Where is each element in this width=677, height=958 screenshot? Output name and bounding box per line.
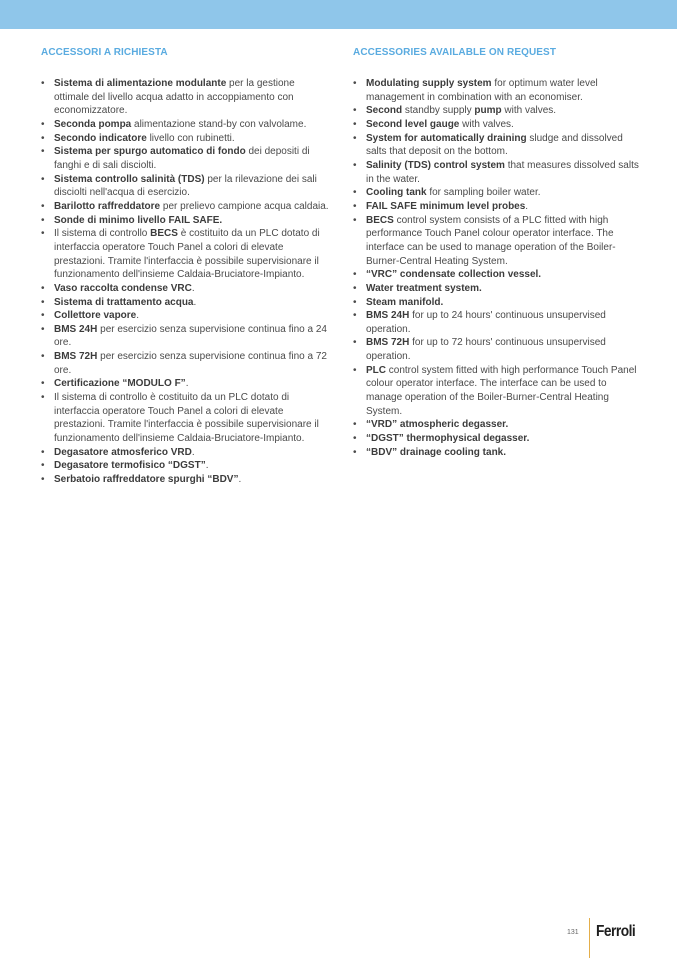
item-text: per esercizio senza supervisione continua fino a 24 ore.: [54, 323, 327, 349]
list-item: [353, 336, 643, 363]
item-text: standby supply: [402, 105, 475, 117]
bold-text: “DGST” thermophysical degasser.: [366, 433, 530, 445]
page-number: 131: [567, 929, 579, 936]
bold-text: Collettore vapore: [54, 310, 137, 322]
italian-column: [41, 46, 329, 487]
item-text: for optimum water level management in combination with an economiser.: [366, 78, 598, 103]
list-item: [353, 214, 643, 269]
item-text: livello con rubinetti.: [146, 132, 235, 144]
list-item: [353, 77, 643, 104]
list-item: [41, 459, 329, 473]
list-item: [41, 309, 329, 323]
item-text: for sampling boiler water.: [426, 187, 541, 199]
bold-text: Second: [366, 105, 403, 117]
list-item: [41, 473, 329, 487]
item-text: control system fitted with high performance Touch Panel colour operator interface. The interface can be used to manage operation of the Boiler-Burner-Central Heating System.: [366, 364, 637, 417]
list-item: [41, 132, 329, 146]
item-text: for up to 24 hours' continuous unsupervised operation.: [366, 310, 606, 335]
bold-text: BMS 24H: [366, 310, 410, 322]
bold-text: BMS 24H: [54, 323, 98, 335]
item-text: with valves.: [501, 105, 557, 117]
bold-text: Water treatment system.: [366, 282, 482, 294]
item-text: per prelievo campione acqua caldaia.: [160, 200, 329, 212]
bold-text: Sonde di minimo livello FAIL SAFE.: [54, 214, 223, 226]
bold-text: PLC: [366, 364, 386, 376]
bold-text: “BDV” drainage cooling tank.: [366, 446, 507, 458]
list-item: [353, 309, 643, 336]
list-item: [41, 296, 329, 310]
list-item: [41, 200, 329, 214]
item-text: .: [193, 296, 197, 308]
item-text: .: [205, 460, 209, 472]
item-text: per la rilevazione dei sali disciolti nell'acqua di esercizio.: [54, 173, 317, 199]
list-item: [41, 118, 329, 132]
ferroli-logo: Ferroli: [596, 923, 636, 940]
item-text: alimentazione stand-by con valvolame.: [131, 118, 307, 130]
bold-text: Second level gauge: [366, 118, 460, 130]
item-text: that measures dissolved salts in the water.: [366, 159, 639, 185]
bold-text: BECS: [366, 214, 394, 226]
item-text: .: [525, 200, 529, 212]
list-item: [353, 446, 643, 460]
list-item: [353, 118, 643, 132]
bold-text: Sistema controllo salinità (TDS): [54, 173, 205, 185]
list-item: [41, 282, 329, 296]
english-column: [353, 46, 643, 459]
footer-divider: [589, 918, 590, 958]
item-text: .: [191, 282, 195, 294]
item-text: è costituito da un PLC dotato di interfaccia operatore Touch Panel a colori di elevate prestazioni. Tramite l'interfaccia è possibile supervisionare il funzionamento dell'insieme Caldaia-Bruciatore-Impianto.: [54, 228, 320, 281]
bold-text: Salinity (TDS) control system: [366, 159, 505, 171]
item-text: .: [238, 474, 242, 486]
bold-text: Serbatoio raffreddatore spurghi “BDV”: [54, 474, 239, 486]
bold-text: Secondo indicatore: [54, 132, 147, 144]
item-text: per la gestione ottimale del livello acqua adatto in accoppiamento con economizzatore.: [54, 78, 295, 117]
list-item: [41, 145, 329, 172]
item-text: .: [185, 378, 189, 390]
header-band: [0, 0, 677, 29]
bold-text: Sistema per spurgo automatico di fondo: [54, 146, 246, 158]
bold-text: BMS 72H: [54, 351, 98, 363]
list-item: [353, 282, 643, 296]
bold-text: “VRD” atmospheric degasser.: [366, 419, 509, 431]
item-text: .: [136, 310, 140, 322]
list-item: [353, 132, 643, 159]
bold-text: Seconda pompa: [54, 118, 132, 130]
list-item: [353, 186, 643, 200]
bold-text: Vaso raccolta condense VRC: [54, 282, 192, 294]
list-item: [41, 214, 329, 228]
list-item: [353, 268, 643, 282]
list-item: [353, 364, 643, 419]
bold-text: Cooling tank: [366, 187, 427, 199]
list-item: [353, 159, 643, 186]
english-accessory-list: [353, 77, 643, 459]
italian-accessory-list: [41, 77, 329, 487]
item-text: sludge and dissolved salts that deposit on the bottom.: [366, 132, 623, 158]
list-item: [41, 391, 329, 446]
item-text: Il sistema di controllo è costituito da un PLC dotato di interfaccia operatore Touch Panel a colori di elevate prestazioni. Tramite l'interfaccia è possibile supervisionare il funzionamento dell'insieme Caldaia-Bruciatore-Impianto.: [54, 392, 319, 445]
item-text: .: [191, 446, 195, 458]
italian-heading: ACCESSORI A RICHIESTA: [41, 47, 168, 58]
list-item: [353, 296, 643, 310]
list-item: [41, 350, 329, 377]
bold-text: Degasatore termofisico “DGST”: [54, 460, 206, 472]
bold-text: Barilotto raffreddatore: [54, 200, 161, 212]
list-item: [41, 173, 329, 200]
item-text: per esercizio senza supervisione continua fino a 72 ore.: [54, 351, 327, 376]
bold-text: Sistema di trattamento acqua: [54, 296, 194, 308]
item-text: Il sistema di controllo: [54, 228, 151, 240]
bold-text: Degasatore atmosferico VRD: [54, 446, 192, 458]
list-item: [41, 323, 329, 350]
list-item: [353, 104, 643, 118]
list-item: [41, 227, 329, 282]
bold-text: pump: [474, 105, 502, 117]
item-text: with valves.: [459, 118, 514, 130]
bold-text: “VRC” condensate collection vessel.: [366, 269, 542, 281]
list-item: [41, 446, 329, 460]
bold-text: Certificazione “MODULO F”: [54, 378, 186, 390]
bold-text: Steam manifold.: [366, 296, 444, 308]
bold-text: BECS: [150, 228, 178, 240]
english-heading: ACCESSORIES AVAILABLE ON REQUEST: [353, 47, 557, 58]
bold-text: BMS 72H: [366, 337, 410, 349]
list-item: [41, 377, 329, 391]
list-item: [353, 200, 643, 214]
bold-text: FAIL SAFE minimum level probes: [366, 200, 526, 212]
item-text: for up to 72 hours' continuous unsupervised operation.: [366, 337, 606, 363]
list-item: [41, 77, 329, 118]
item-text: dei depositi di fanghi e di sali disciolti.: [54, 146, 310, 171]
list-item: [353, 418, 643, 432]
list-item: [353, 432, 643, 446]
bold-text: Sistema di alimentazione modulante: [54, 78, 227, 89]
item-text: control system consists of a PLC fitted with high performance Touch Panel colour operator interface. The interface can be used to manage operation of the Boiler-Burner-Central Heating System.: [366, 214, 616, 267]
bold-text: Modulating supply system: [366, 78, 492, 89]
bold-text: System for automatically draining: [366, 132, 527, 144]
